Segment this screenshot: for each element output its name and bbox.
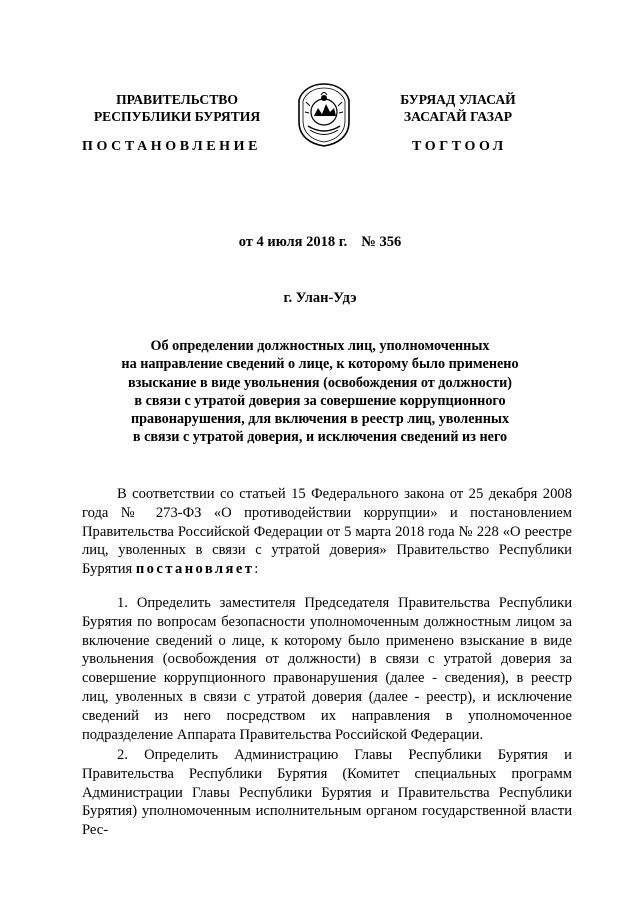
buryatia-coat-of-arms-icon [296, 82, 352, 148]
document-number: № 356 [361, 234, 402, 250]
title-line: взыскание в виде увольнения (освобождения от должности) [127, 374, 513, 391]
issuer-line-1: ПРАВИТЕЛЬСТВО [116, 92, 238, 107]
document-date: от 4 июля 2018 г. [238, 234, 348, 250]
date-number-line [0, 234, 640, 251]
title-line: в связи с утратой доверия, и исключения сведений из него [132, 429, 508, 446]
issuer-line-2: РЕСПУБЛИКИ БУРЯТИЯ [93, 109, 261, 124]
preamble-text: В соответствии со статьей 15 Федерального закона от 25 декабря 2008 года № 273-ФЗ «О противодействии коррупции» и постановлением Правительства Российской Федерации от 5 марта 2018 года № 228 «О реестре лиц, уволенных в связи с утратой доверия» Правительство Республики Бурятия [82, 486, 572, 578]
issuer-header-ru [82, 91, 272, 125]
title-line: на направление сведений о лице, к которому было применено [121, 356, 519, 373]
title-line: правонарушения, для включения в реестр лиц, уволенных [130, 411, 510, 428]
issuer-line-1-bua: БУРЯАД УЛАСАЙ [400, 92, 516, 107]
resolves-word: постановляет [135, 561, 255, 578]
preamble-colon: : [254, 561, 259, 578]
document-city: г. Улан-Удэ [283, 290, 357, 306]
doc-type-bua: ТОГТООЛ [412, 139, 507, 154]
document-title [60, 337, 580, 447]
clause-2-paragraph [82, 746, 572, 840]
doc-type-ru: ПОСТАНОВЛЕНИЕ [82, 139, 262, 154]
preamble-paragraph [82, 485, 572, 579]
title-line: Об определении должностных лиц, уполномоченных [150, 338, 490, 354]
issuer-line-2-bua: ЗАСАГАЙ ГАЗАР [403, 109, 513, 124]
clause-1-paragraph [82, 594, 572, 744]
issuer-header-bua [378, 91, 538, 125]
title-line: в связи с утратой доверия за совершение коррупционного [134, 392, 506, 409]
clause-2-text: 2. Определить Администрацию Главы Республики Бурятия и Правительства Республики Бурятия (Комитет специальных программ Администрации Главы Республики Бурятия и Правительства Республики Бурятия) уполномоченным исполнительным органом государственной власти Рес- [82, 747, 572, 839]
clause-1-text: 1. Определить заместителя Председателя Правительства Республики Бурятия по вопросам безопасности уполномоченным должностным лицом за включение сведений о лице, к которому было применено взыскание в виде увольнения (освобождения от должности) в связи с утратой доверия за совершение коррупционного правонарушения (далее - сведения), в реестр лиц, уволенных в связи с утратой доверия (далее - реестр), и исключение сведений из него посредством их направления в уполномоченное подразделение Аппарата Правительства Российской Федерации. [82, 595, 572, 743]
